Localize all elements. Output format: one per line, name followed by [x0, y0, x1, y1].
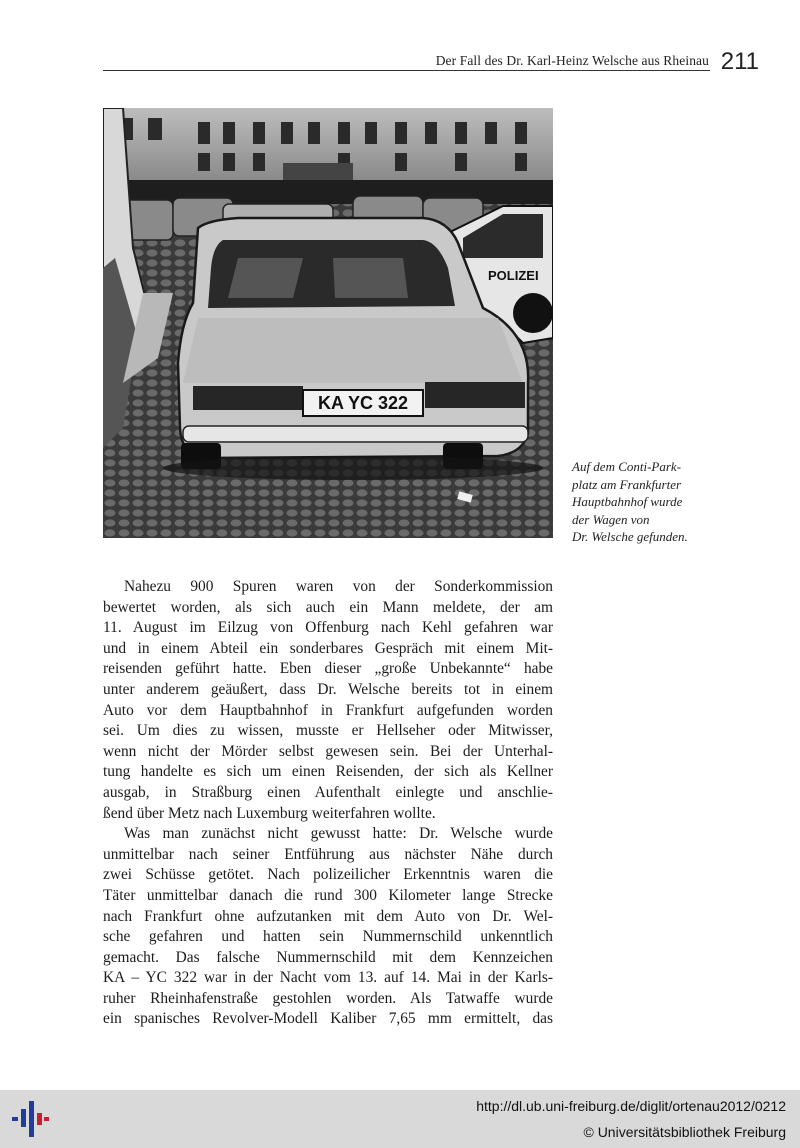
- text-line: unter anderem geäußert, dass Dr. Welsche bereits tot in einem: [103, 680, 553, 698]
- text-line: wenn nicht der Mörder selbst gewesen sein. Bei der Unterhal-: [103, 742, 553, 760]
- photo-parked-car: [103, 108, 553, 538]
- footer-bar: [0, 1090, 800, 1148]
- page-header: [103, 48, 761, 74]
- text-line: zwei Schüsse getötet. Nach polizeilicher Erkenntnis waren die: [103, 866, 553, 884]
- police-lettering: POLIZEI: [488, 268, 539, 283]
- text-line: und in einem Abteil ein sonderbares Gespräch mit einem Mit-: [103, 639, 553, 657]
- text-line: sei. Um dies zu wissen, musste er Hellseher oder Mitwisser,: [103, 722, 553, 740]
- running-title: Der Fall des Dr. Karl-Heinz Welsche aus Rheinau: [435, 53, 709, 68]
- text-line: ausgab, in Straßburg einen Aufenthalt einlegte und anschlie-: [103, 783, 553, 801]
- page-number: 211: [720, 48, 759, 75]
- text-line: ein spanisches Revolver-Modell Kaliber 7,65 mm ermittelt, das: [103, 1010, 553, 1028]
- text-line: nach Frankfurt ohne aufzutanken mit dem Auto von Dr. Wel-: [103, 907, 553, 925]
- text-line: unmittelbar nach seiner Entführung aus nächster Nähe durch: [103, 845, 553, 863]
- text-line: tung handelte es sich um einen Reisenden, der sich als Kellner: [103, 763, 553, 781]
- text-line: Täter unmittelbar danach die rund 300 Kilometer lange Strecke: [103, 886, 553, 904]
- text-line: sche gefahren und hatten sein Nummernschild unkenntlich: [103, 928, 553, 946]
- body-text: [103, 577, 553, 1030]
- copyright-notice: © Universitätsbibliothek Freiburg: [583, 1124, 786, 1140]
- source-url-link[interactable]: http://dl.ub.uni-freiburg.de/diglit/ortenau2012/0212: [476, 1098, 786, 1114]
- caption-line: Hauptbahnhof wurde: [572, 494, 683, 509]
- header-rule: [103, 70, 710, 71]
- text-line: Auto vor dem Hauptbahnhof in Frankfurt aufgefunden worden: [103, 701, 553, 719]
- caption-line: Auf dem Conti-Park-: [572, 459, 682, 474]
- text-line: reisenden geführt hatte. Eben dieser „große Unbekannte“ habe: [103, 660, 553, 678]
- text-line: Nahezu 900 Spuren waren von der Sonderkommission: [124, 578, 553, 595]
- text-line: KA – YC 322 war in der Nacht vom 13. auf 14. Mai in der Karls-: [103, 969, 553, 987]
- caption-line: der Wagen von: [572, 511, 650, 527]
- text-line: 11. August im Eilzug von Offenburg nach Kehl gefahren war: [103, 619, 553, 637]
- text-line: gemacht. Das falsche Nummernschild mit dem Kennzeichen: [103, 948, 553, 966]
- caption-line: Dr. Welsche gefunden.: [572, 529, 688, 544]
- caption-line: platz am Frankfurter: [572, 476, 682, 492]
- figure-caption: [572, 458, 752, 546]
- text-line: Was man zunächst nicht gewusst hatte: Dr. Welsche wurde: [124, 825, 553, 843]
- text-line: bewertet worden, als sich auch ein Mann meldete, der am: [103, 598, 553, 616]
- text-line: ruher Rheinhafenstraße gestohlen worden. Als Tatwaffe wurde: [103, 989, 553, 1007]
- library-logo-icon: [10, 1099, 50, 1139]
- text-line: ßend über Metz nach Luxemburg weiterfahren wollte.: [103, 804, 436, 822]
- license-plate: KA YC 322: [317, 393, 409, 413]
